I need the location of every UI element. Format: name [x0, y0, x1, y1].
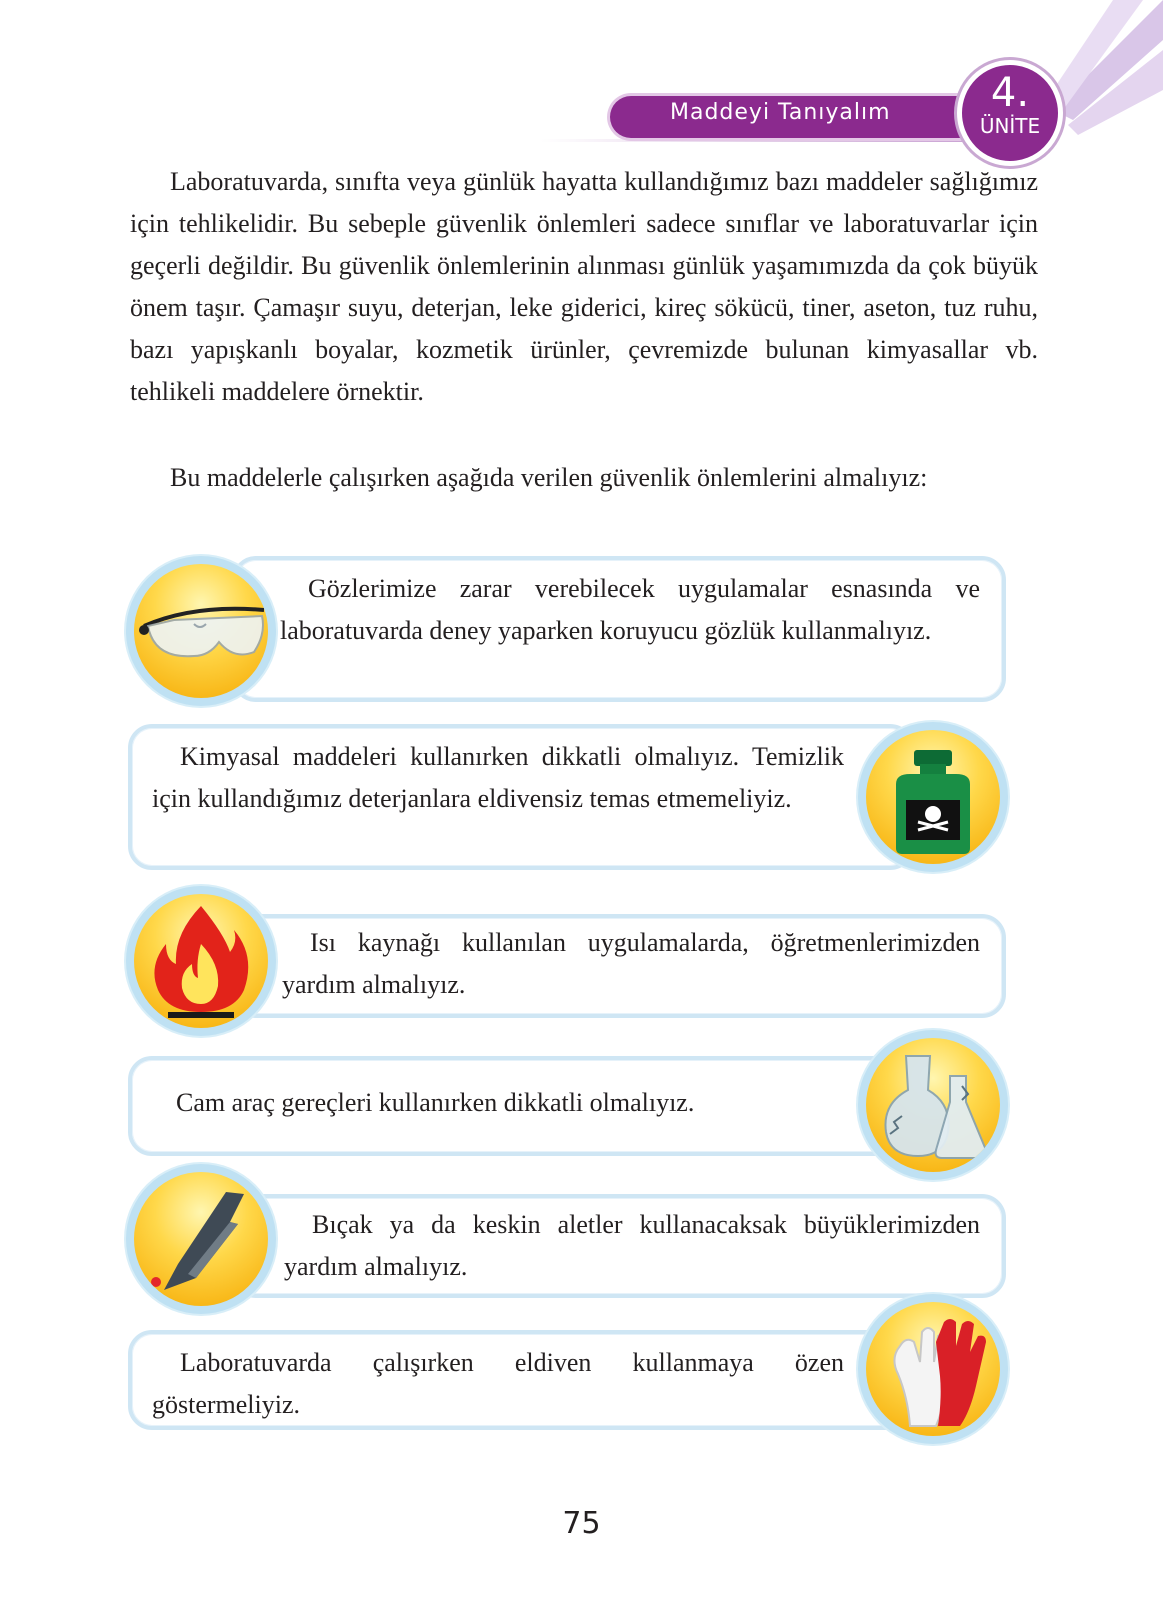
rule-icon-holder	[126, 886, 276, 1036]
rule-box-gloves	[128, 1330, 914, 1430]
rule-icon-holder	[858, 1294, 1008, 1444]
rule-box-goggles	[232, 556, 1006, 702]
broken-glassware-icon	[866, 1038, 1000, 1172]
fire-icon	[134, 894, 268, 1028]
rule-text: Laboratuvarda çalışırken eldiven kullanmaya özen göstermeliyiz.	[152, 1348, 844, 1419]
rule-box-heat	[232, 914, 1006, 1018]
rule-icon-holder	[126, 1164, 276, 1314]
rule-icon-holder	[858, 1030, 1008, 1180]
unit-number: 4.	[990, 70, 1030, 116]
lead-paragraph: Bu maddelerle çalışırken aşağıda verilen güvenlik önlemlerini almalıyız:	[170, 463, 928, 492]
unit-badge	[957, 60, 1063, 166]
header-underline	[540, 139, 980, 142]
rule-icon-holder	[858, 722, 1008, 872]
rule-text: Kimyasal maddeleri kullanırken dikkatli olmalıyız. Temizlik için kullandığımız deterjanlara eldivensiz temas etmemeliyiz.	[152, 742, 844, 813]
rule-text: Isı kaynağı kullanılan uygulamalarda, öğretmenlerimizden yardım almalıyız.	[282, 928, 980, 999]
safety-goggles-icon	[134, 564, 268, 698]
sharp-knife-icon	[134, 1172, 268, 1306]
unit-title: Maddeyi Tanıyalım	[670, 100, 891, 125]
intro-paragraph: Laboratuvarda, sınıfta veya günlük hayatta kullandığımız bazı maddeler sağlığımız için tehlikelidir. Bu sebeple güvenlik önlemleri sadece sınıflar ve laboratuvarlar için geçerli değildir. Bu güvenlik önlemlerinin alınması günlük yaşamımızda da çok büyük önem taşır. Çamaşır suyu, deterjan, leke giderici, kireç sökücü, tiner, aseton, tuz ruhu, bazı yapışkanlı boyalar, kozmetik ürünler, çevremizde bulunan kimyasallar vb. tehlikeli maddelere örnektir.	[130, 167, 1038, 406]
gloves-icon	[866, 1302, 1000, 1436]
rule-text: Gözlerimize zarar verebilecek uygulamalar esnasında ve laboratuvarda deney yaparken koruyucu gözlük kullanmalıyız.	[280, 574, 980, 645]
rule-box-knife	[232, 1194, 1006, 1298]
rule-box-glassware	[128, 1056, 914, 1156]
rule-text: Bıçak ya da keskin aletler kullanacaksak büyüklerimizden yardım almalıyız.	[284, 1210, 980, 1281]
rule-box-chemicals	[128, 724, 914, 870]
page-number: 75	[562, 1506, 601, 1541]
poison-bottle-icon	[866, 730, 1000, 864]
unit-label: ÜNİTE	[979, 114, 1041, 138]
rule-icon-holder	[126, 556, 276, 706]
rule-text: Cam araç gereçleri kullanırken dikkatli olmalıyız.	[176, 1088, 695, 1117]
